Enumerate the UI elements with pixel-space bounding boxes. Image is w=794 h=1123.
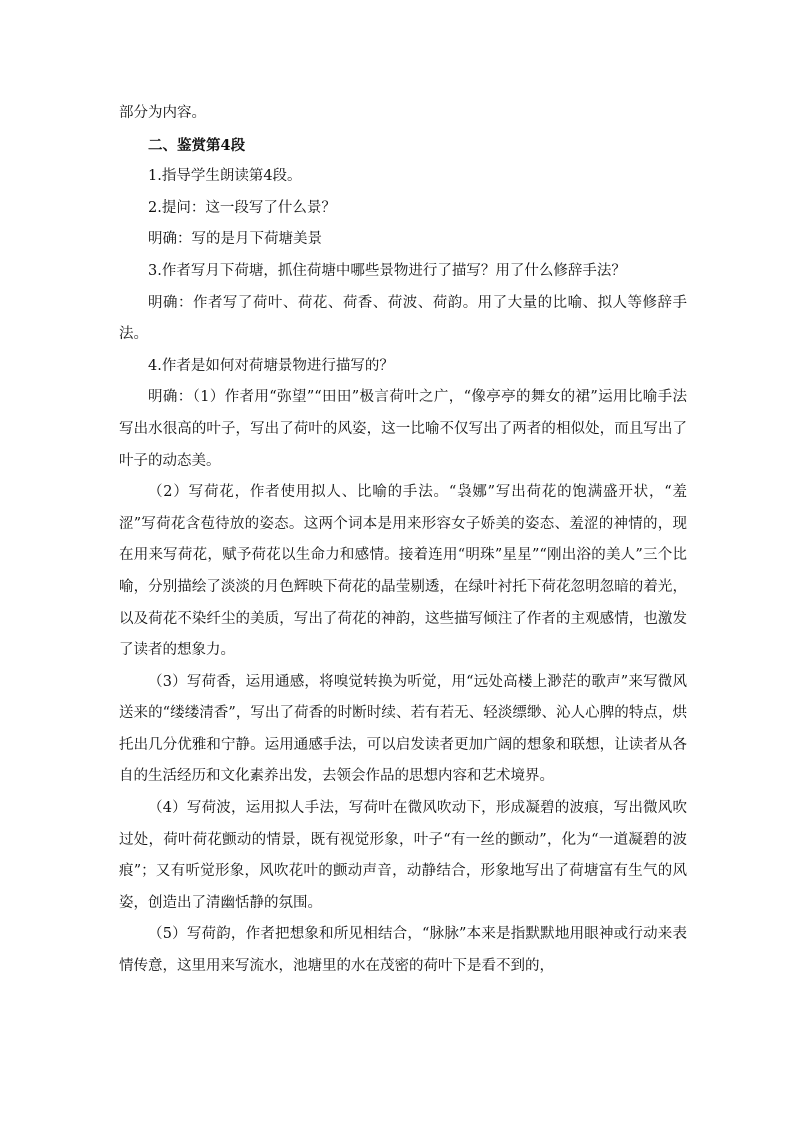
step-2-answer: 明确：写的是月下荷塘美景 [148,231,322,248]
answer-leaves: 明确：（1）作者用“弥望”“田田”极言荷叶之广，“像亭亭的舞女的裙”运用比喻手法写出水很高的叶子，写出了荷叶的风姿，这一比喻不仅写出了两者的相似处，而且写出了叶子的动态美。 [119,389,687,469]
step-2-question: 2.提问：这一段写了什么景？ [148,199,336,216]
document-body [119,98,687,983]
answer-charm: （5）写荷韵，作者把想象和所见相结合，“脉脉”本来是指默默地用眼神或行动来表情传意，这里用来写流水，池塘里的水在茂密的荷叶下是看不到的， [119,926,687,975]
step-3-question: 3.作者写月下荷塘，抓住荷塘中哪些景物进行了描写？用了什么修辞手法？ [148,262,626,279]
section-heading: 二、鉴赏第4段 [148,136,246,154]
answer-flowers: （2）写荷花，作者使用拟人、比喻的手法。“袅娜”写出荷花的饱满盛开状，“羞涩”写荷花含苞待放的姿态。这两个词本是用来形容女子娇美的姿态、羞涩的神情的，现在用来写荷花，赋予荷花以生命力和感情。接着连用“明珠”星星”“刚出浴的美人”三个比喻，分别描绘了淡淡的月色辉映下荷花的晶莹剔透，在绿叶衬托下荷花忽明忽暗的着光，以及荷花不染纤尘的美质，写出了荷花的神韵，这些描写倾注了作者的主观感情，也激发了读者的想象力。 [119,484,687,659]
paragraph-continuation: 部分为内容。 [119,105,206,121]
step-1: 1.指导学生朗读第4段。 [148,168,302,185]
step-4-question: 4.作者是如何对荷塘景物进行描写的？ [148,357,394,374]
answer-waves: （4）写荷波，运用拟人手法，写荷叶在微风吹动下，形成凝碧的波痕，写出微风吹过处，荷叶荷花颤动的情景，既有视觉形象，叶子“有一丝的颤动”，化为“一道凝碧的波痕”；又有听觉形象，风吹花叶的颤动声音，动静结合，形象地写出了荷塘富有生气的风姿，创造出了清幽恬静的氛围。 [119,800,687,911]
answer-fragrance: （3）写荷香，运用通感，将嗅觉转换为听觉，用“远处高楼上渺茫的歌声”来写微风送来的“缕缕清香”，写出了荷香的时断时续、若有若无、轻淡缥缈、沁人心脾的特点，烘托出几分优雅和宁静。运用通感手法，可以启发读者更加广阔的想象和联想，让读者从各自的生活经历和文化素养出发，去领会作品的思想内容和艺术境界。 [119,673,687,785]
step-3-answer: 明确：作者写了荷叶、荷花、荷香、荷波、荷韵。用了大量的比喻、拟人等修辞手法。 [119,294,687,343]
